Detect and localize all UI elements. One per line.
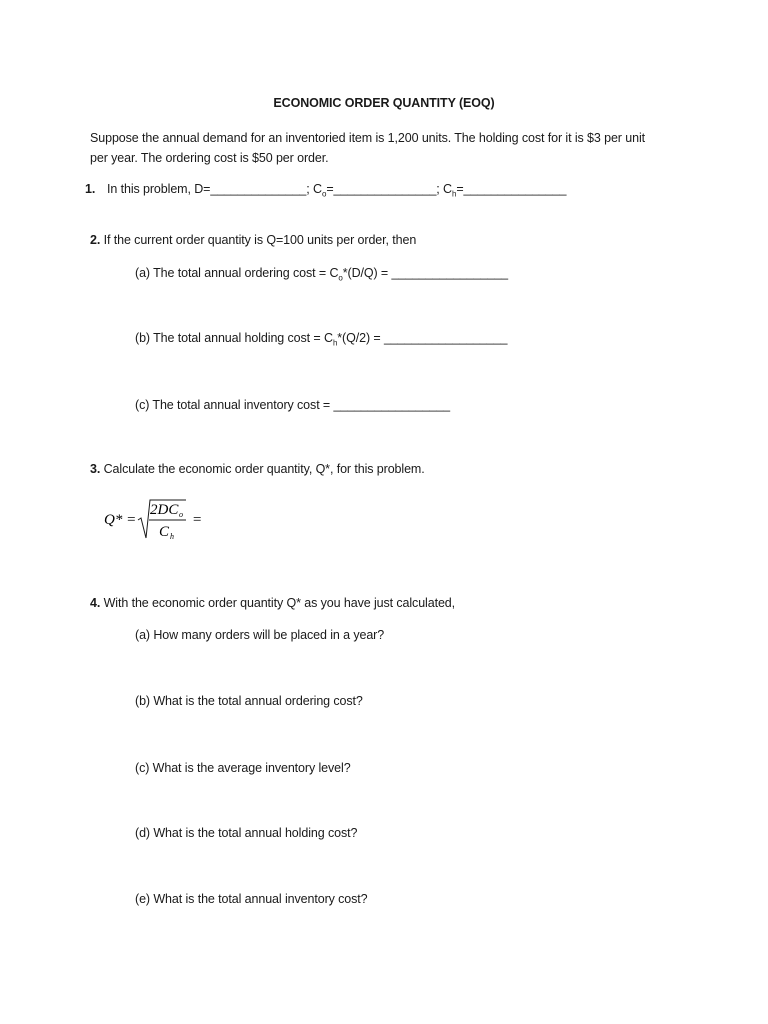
subscript-h: h: [451, 189, 457, 199]
question-2b-pre: (b) The total annual holding cost = C: [135, 331, 333, 345]
question-4a: (a) How many orders will be placed in a year?: [135, 628, 385, 642]
formula-lhs: Q* =: [104, 512, 137, 528]
intro-line-2: per year. The ordering cost is $50 per order.: [90, 151, 329, 165]
problem-intro: [90, 128, 690, 168]
question-2a-post: *(D/Q) = _________________: [342, 266, 508, 280]
question-3-number: 3.: [90, 462, 101, 476]
subscript-o: o: [338, 273, 343, 283]
question-1-text-c: =_______________: [456, 182, 567, 196]
intro-line-1: Suppose the annual demand for an inventoried item is 1,200 units. The holding cost for it is $3 per unit: [90, 131, 646, 145]
formula-denominator-subscript: h: [170, 532, 174, 541]
question-3: [90, 461, 425, 477]
question-1: [85, 181, 566, 203]
question-2b-post: *(Q/2) = __________________: [337, 331, 508, 345]
question-4d: (d) What is the total annual holding cost?: [135, 826, 358, 840]
question-4e: (e) What is the total annual inventory cost?: [135, 892, 368, 906]
formula-denominator: C: [159, 524, 170, 540]
question-2-number: 2.: [90, 233, 101, 247]
question-2c: (c) The total annual inventory cost = _________________: [135, 398, 450, 412]
question-4: [90, 595, 455, 611]
eoq-formula: [98, 494, 218, 546]
question-4b: (b) What is the total annual ordering cost?: [135, 694, 363, 708]
question-2b: [135, 330, 507, 352]
question-1-text-a: In this problem, D=______________; C: [107, 182, 322, 196]
page-title: ECONOMIC ORDER QUANTITY (EOQ): [273, 96, 495, 110]
question-2a: [135, 265, 508, 287]
question-2: [90, 232, 416, 248]
formula-numerator-subscript: o: [179, 510, 183, 519]
formula-rhs: =: [192, 512, 203, 528]
question-4-text: With the economic order quantity Q* as you have just calculated,: [100, 596, 456, 610]
question-1-number: 1.: [85, 182, 96, 196]
question-1-text-b: =_______________; C: [326, 182, 452, 196]
question-4-number: 4.: [90, 596, 101, 610]
subscript-o: o: [321, 189, 327, 199]
question-2a-pre: (a) The total annual ordering cost = C: [135, 266, 339, 280]
subscript-h: h: [332, 338, 338, 348]
formula-numerator: 2DC: [150, 502, 179, 518]
question-2-text: If the current order quantity is Q=100 units per order, then: [100, 233, 417, 247]
question-3-text: Calculate the economic order quantity, Q*, for this problem.: [100, 462, 425, 476]
question-4c: (c) What is the average inventory level?: [135, 761, 351, 775]
